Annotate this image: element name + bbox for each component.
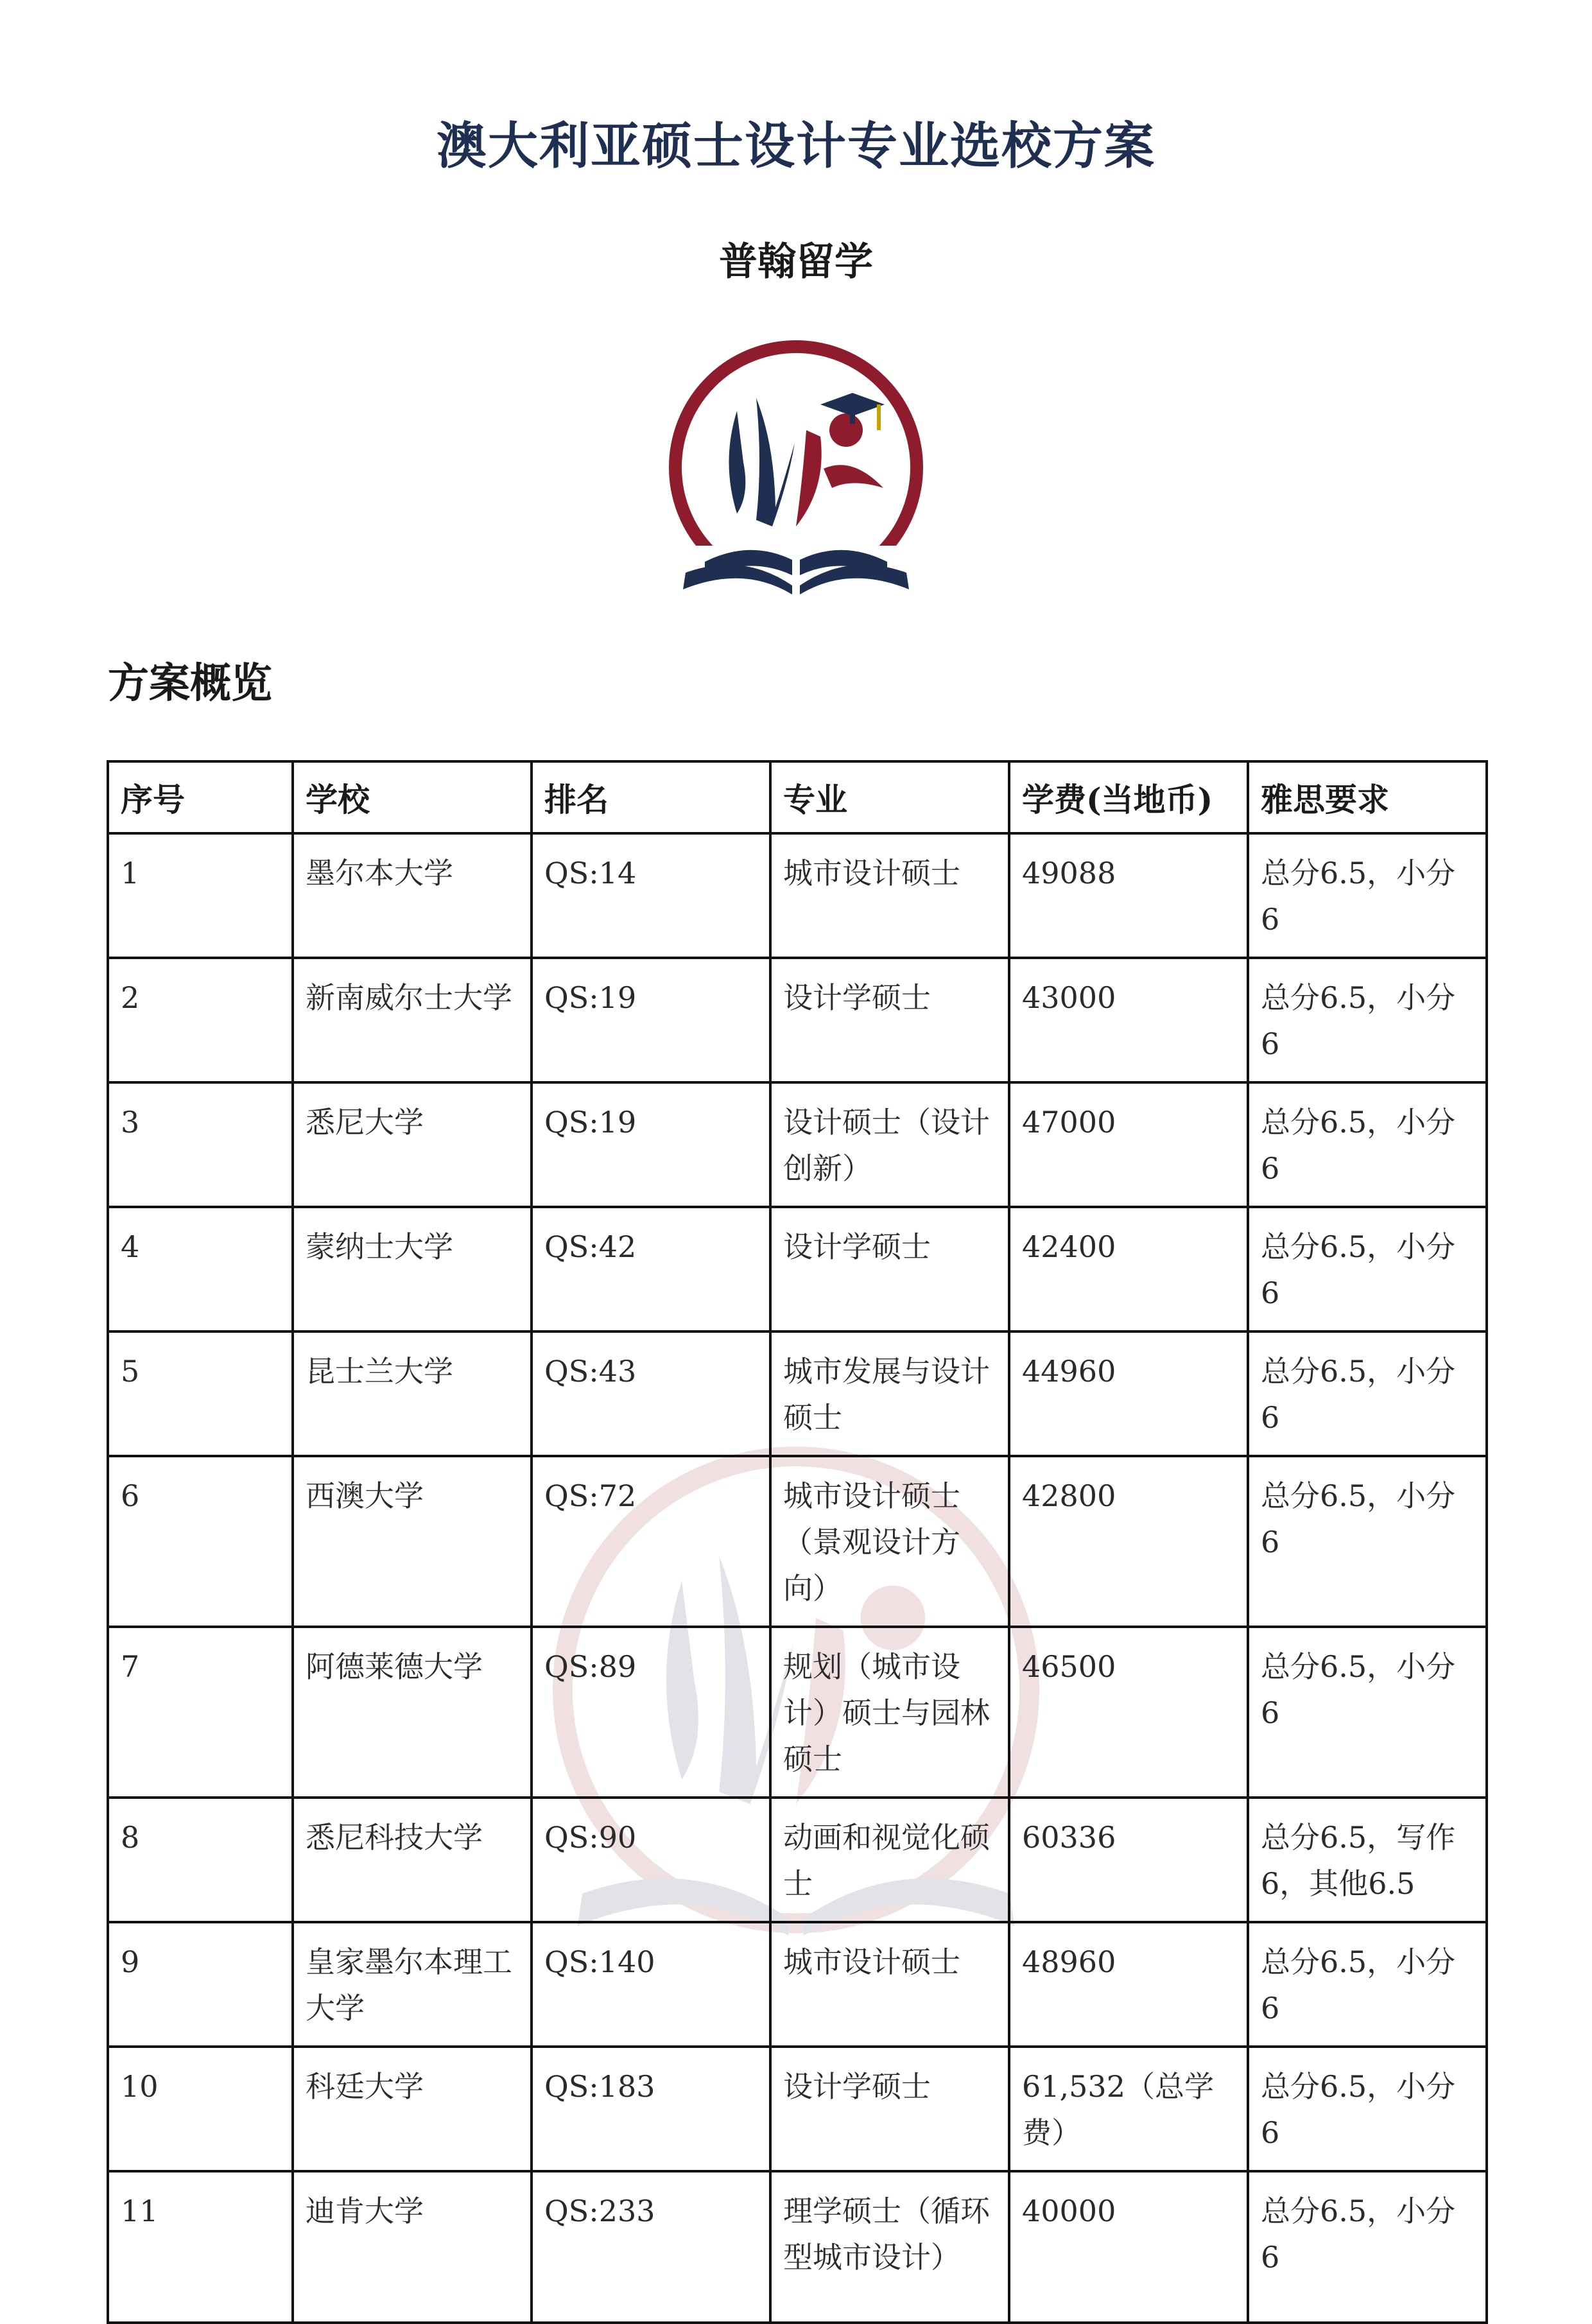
table-cell: 新南威尔士大学: [293, 958, 532, 1082]
table-row: [108, 1922, 1487, 2047]
table-cell: 42800: [1009, 1456, 1248, 1627]
table-cell: 理学硕士（循环型城市设计）: [770, 2171, 1009, 2323]
page-title: 澳大利亚硕士设计专业选校方案: [436, 117, 1155, 175]
table-cell: 总分6.5，小分6: [1248, 1922, 1487, 2047]
table-cell: 悉尼科技大学: [293, 1798, 532, 1922]
column-header: 雅思要求: [1248, 761, 1487, 833]
table-cell: 蒙纳士大学: [293, 1207, 532, 1331]
table-cell: 42400: [1009, 1207, 1248, 1331]
table-cell: 总分6.5，写作6，其他6.5: [1248, 1798, 1487, 1922]
table-row: [108, 1082, 1487, 1207]
table-cell: QS:90: [532, 1798, 770, 1922]
table-cell: 11: [108, 2171, 293, 2323]
table-cell: 悉尼大学: [293, 1082, 532, 1207]
brand-logo: [660, 334, 932, 606]
table-cell: 7: [108, 1627, 293, 1798]
table-row: [108, 1627, 1487, 1798]
table-cell: 阿德莱德大学: [293, 1627, 532, 1798]
table-cell: 49088: [1009, 833, 1248, 958]
table-cell: 设计学硕士: [770, 2047, 1009, 2171]
table-cell: 设计硕士（设计创新）: [770, 1082, 1009, 1207]
table-header-row: [108, 761, 1487, 833]
table-cell: 城市设计硕士（景观设计方向）: [770, 1456, 1009, 1627]
table-cell: 动画和视觉化硕士: [770, 1798, 1009, 1922]
table-cell: 6: [108, 1456, 293, 1627]
table-cell: QS:14: [532, 833, 770, 958]
table-cell: 3: [108, 1082, 293, 1207]
table-cell: 总分6.5，小分6: [1248, 2047, 1487, 2171]
table-cell: 2: [108, 958, 293, 1082]
table-cell: 40000: [1009, 2171, 1248, 2323]
table-cell: 总分6.5，小分6: [1248, 1627, 1487, 1798]
table-cell: 迪肯大学: [293, 2171, 532, 2323]
table-cell: 城市设计硕士: [770, 1922, 1009, 2047]
table-row: [108, 1798, 1487, 1922]
table-cell: QS:72: [532, 1456, 770, 1627]
table-cell: 61,532（总学费）: [1009, 2047, 1248, 2171]
table-cell: 4: [108, 1207, 293, 1331]
table-cell: 总分6.5，小分6: [1248, 1082, 1487, 1207]
table-cell: 规划（城市设计）硕士与园林硕士: [770, 1627, 1009, 1798]
column-header: 学校: [293, 761, 532, 833]
table-cell: 8: [108, 1798, 293, 1922]
table-cell: 46500: [1009, 1627, 1248, 1798]
table-cell: QS:43: [532, 1331, 770, 1456]
table-cell: 5: [108, 1331, 293, 1456]
table-cell: QS:233: [532, 2171, 770, 2323]
table-row: [108, 833, 1487, 958]
table-cell: 总分6.5，小分6: [1248, 1207, 1487, 1331]
table-row: [108, 958, 1487, 1082]
table-row: [108, 1331, 1487, 1456]
table-cell: 47000: [1009, 1082, 1248, 1207]
table-cell: 43000: [1009, 958, 1248, 1082]
table-cell: QS:140: [532, 1922, 770, 2047]
table-cell: 皇家墨尔本理工大学: [293, 1922, 532, 2047]
table-row: [108, 2171, 1487, 2323]
school-table: [107, 760, 1488, 2324]
table-cell: 10: [108, 2047, 293, 2171]
table-cell: QS:183: [532, 2047, 770, 2171]
table-row: [108, 1456, 1487, 1627]
table-cell: 1: [108, 833, 293, 958]
table-cell: 总分6.5，小分6: [1248, 2171, 1487, 2323]
table-row: [108, 1207, 1487, 1331]
table-cell: 城市设计硕士: [770, 833, 1009, 958]
table-cell: QS:19: [532, 1082, 770, 1207]
column-header: 排名: [532, 761, 770, 833]
table-cell: 60336: [1009, 1798, 1248, 1922]
table-cell: 总分6.5，小分6: [1248, 833, 1487, 958]
column-header: 学费(当地币): [1009, 761, 1248, 833]
table-cell: QS:42: [532, 1207, 770, 1331]
table-cell: 设计学硕士: [770, 958, 1009, 1082]
table-cell: 总分6.5，小分6: [1248, 1331, 1487, 1456]
table-cell: 设计学硕士: [770, 1207, 1009, 1331]
table-cell: 9: [108, 1922, 293, 2047]
table-cell: QS:89: [532, 1627, 770, 1798]
section-heading: 方案概览: [108, 659, 272, 707]
table-cell: 48960: [1009, 1922, 1248, 2047]
table-cell: 西澳大学: [293, 1456, 532, 1627]
page-subtitle: 普翰留学: [719, 239, 873, 284]
table-cell: 昆士兰大学: [293, 1331, 532, 1456]
table-cell: QS:19: [532, 958, 770, 1082]
table-cell: 44960: [1009, 1331, 1248, 1456]
column-header: 专业: [770, 761, 1009, 833]
table-cell: 墨尔本大学: [293, 833, 532, 958]
table-cell: 城市发展与设计硕士: [770, 1331, 1009, 1456]
table-cell: 总分6.5，小分6: [1248, 1456, 1487, 1627]
table-cell: 总分6.5，小分6: [1248, 958, 1487, 1082]
column-header: 序号: [108, 761, 293, 833]
table-row: [108, 2047, 1487, 2171]
table-cell: 科廷大学: [293, 2047, 532, 2171]
